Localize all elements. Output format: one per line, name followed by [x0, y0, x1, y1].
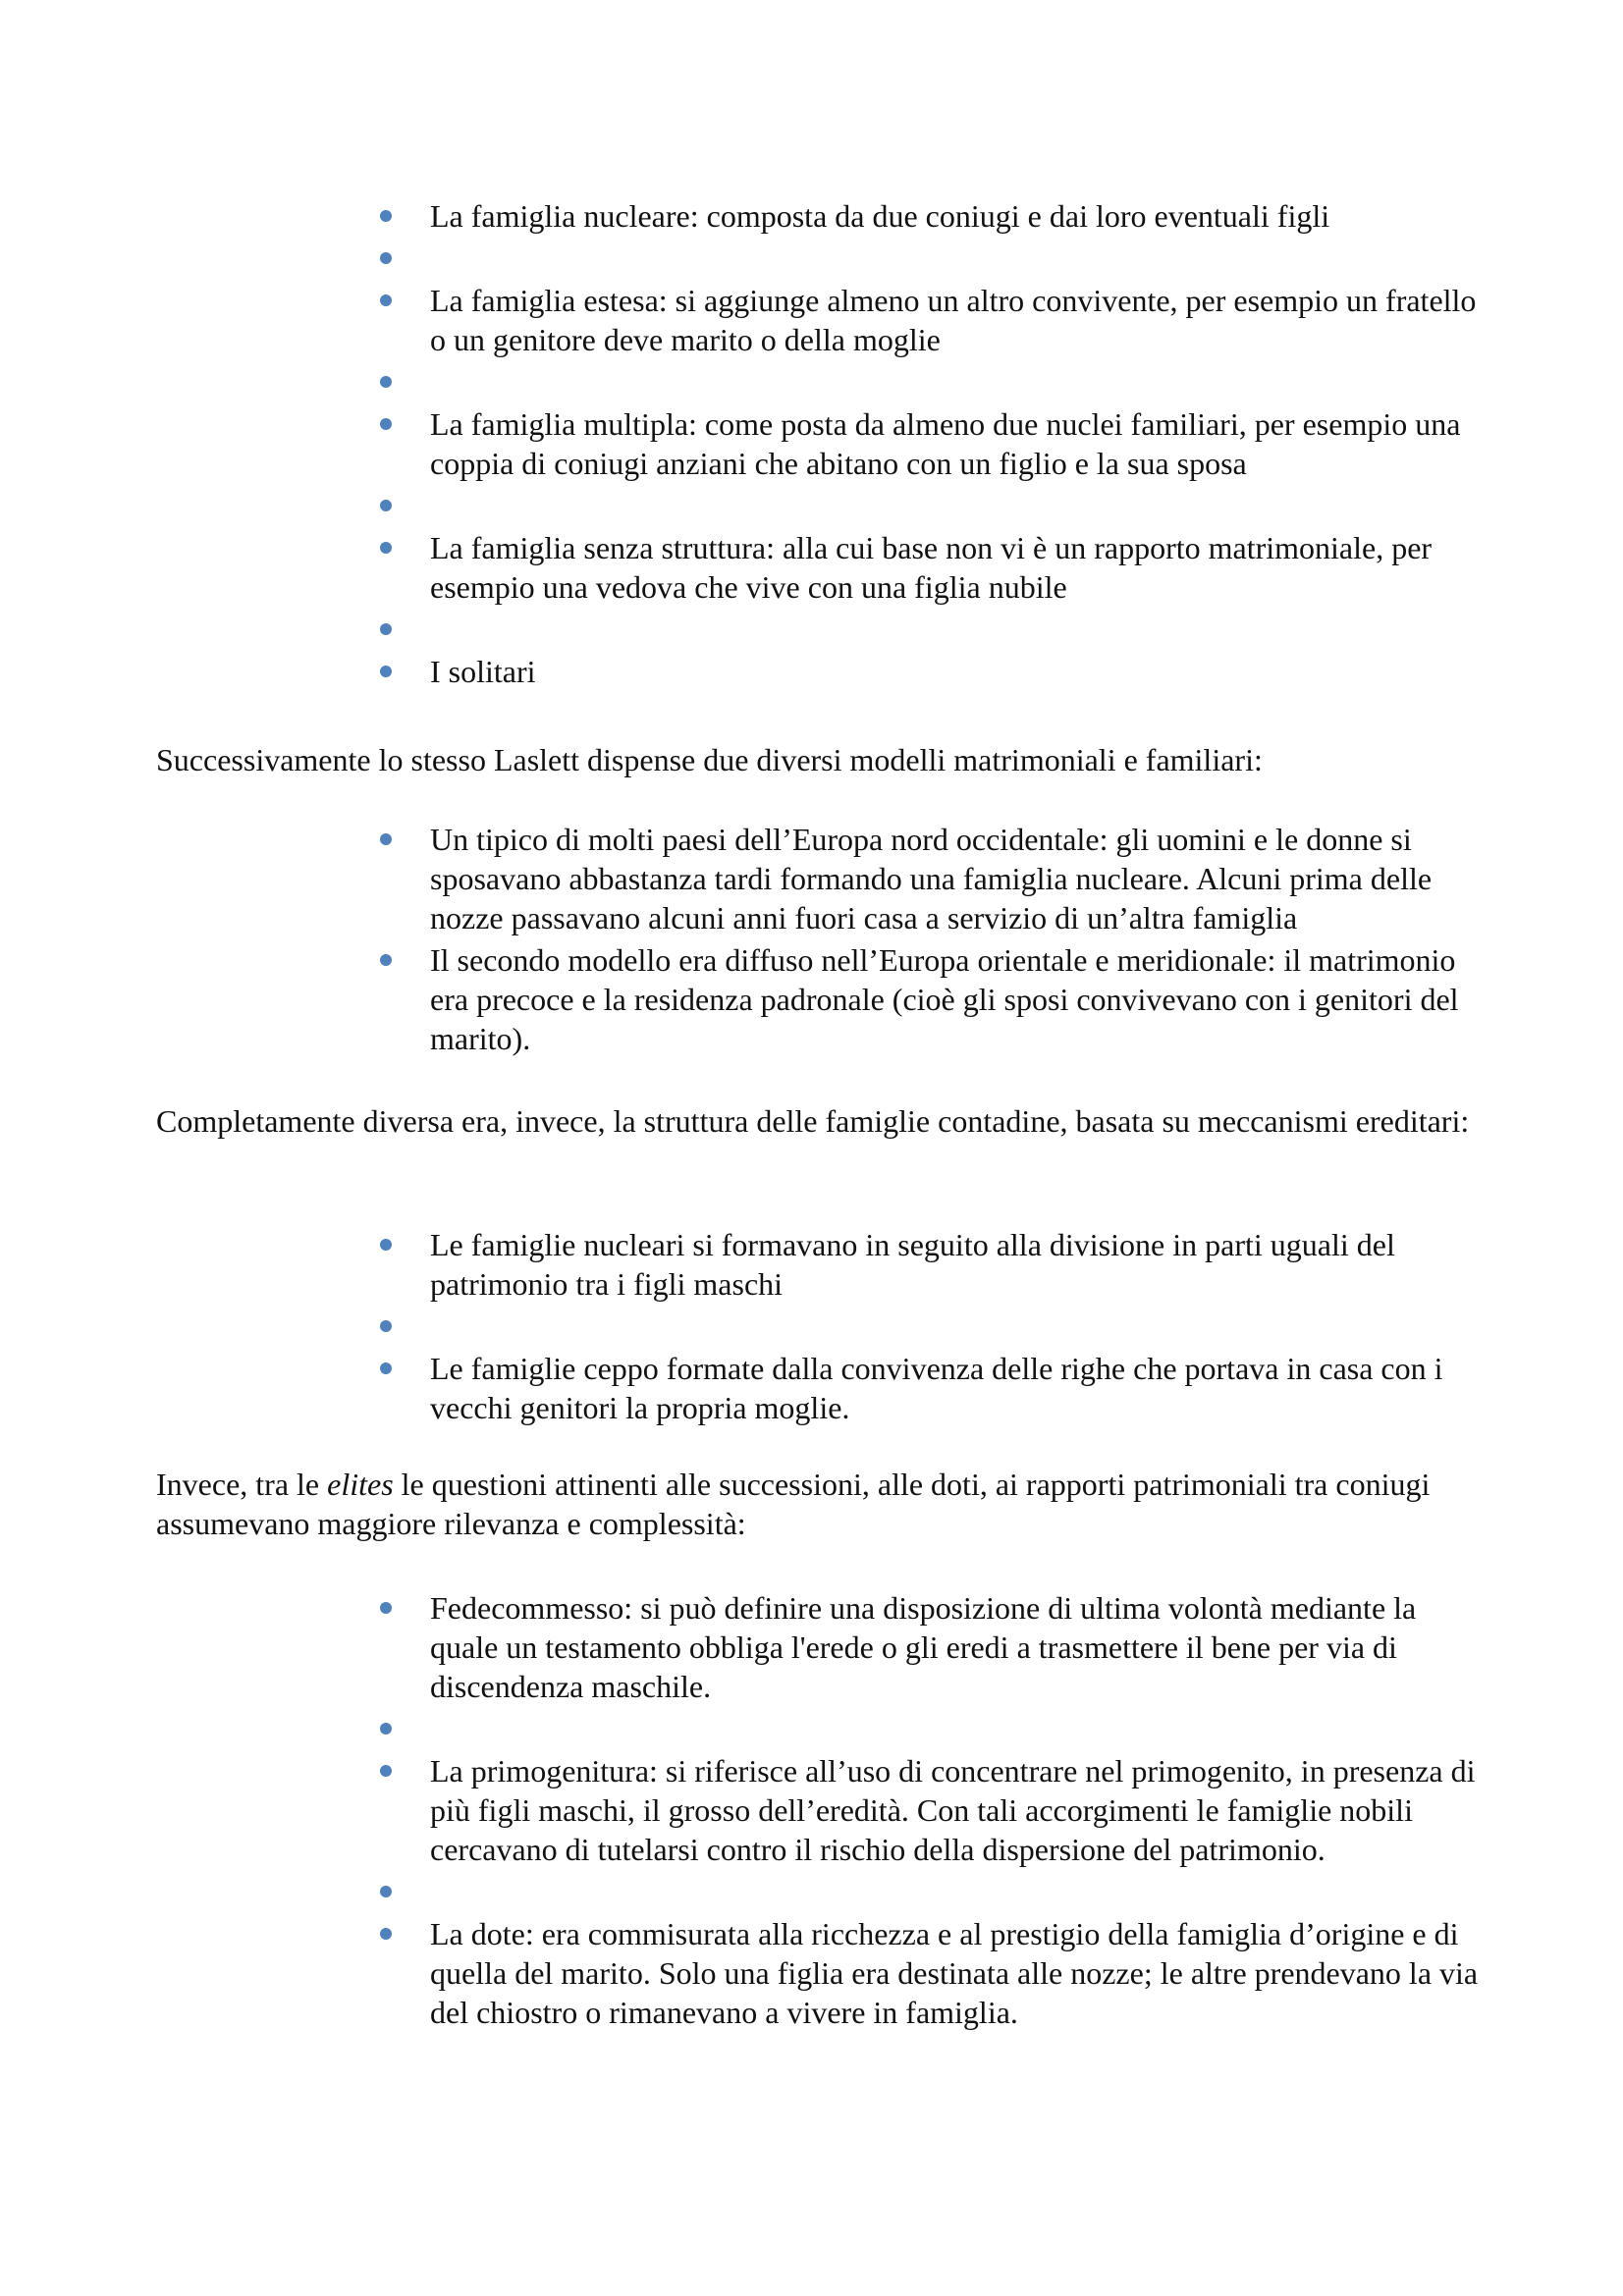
- bullet-icon: [380, 500, 392, 511]
- bullet-icon: [380, 1723, 392, 1735]
- bullet-icon: [380, 418, 392, 430]
- bullet-icon: [380, 623, 392, 635]
- bullet-icon: [380, 1602, 392, 1614]
- list-item-text: Le famiglie ceppo formate dalla convivenza delle righe che portava in casa con i vecchi genitori la propria moglie.: [430, 1351, 1443, 1425]
- elites-text-after: le questioni attinenti alle successioni, alle doti, ai rapporti patrimoniali tra coniugi assumevano maggiore rilevanza e complessità:: [156, 1467, 1431, 1541]
- list-item-text: La famiglia estesa: si aggiunge almeno un altro convivente, per esempio un fratello o un genitore deve marito o della moglie: [430, 283, 1477, 357]
- list-item-text: La famiglia multipla: come posta da almeno due nuclei familiari, per esempio una coppia di coniugi anziani che abitano con un figlio e la sua sposa: [430, 406, 1461, 481]
- bullet-icon: [380, 294, 392, 306]
- bullet-icon: [380, 1362, 392, 1374]
- list-item: [0, 1751, 1490, 1869]
- list-item-text: Le famiglie nucleari si formavano in seguito alla divisione in parti uguali del patrimonio tra i figli maschi: [430, 1227, 1395, 1302]
- elites-text-before: Invece, tra le: [156, 1467, 328, 1502]
- list-item: [0, 1872, 1490, 1911]
- marriage-models-list: [0, 820, 1623, 1061]
- list-item: [0, 820, 1490, 937]
- list-item: [0, 1588, 1490, 1706]
- list-item-text: La primogenitura: si riferisce all’uso di concentrare nel primogenito, in presenza di più figli maschi, il grosso dell’eredità. Con tali accorgimenti le famiglie nobili cercavano di tutelarsi contro il rischio della dispersione del patrimonio.: [430, 1753, 1476, 1867]
- list-item: [0, 1709, 1490, 1748]
- list-item: [0, 1307, 1490, 1346]
- list-item-text: Un tipico di molti paesi dell’Europa nord occidentale: gli uomini e le donne si sposavano abbastanza tardi formando una famiglia nucleare. Alcuni prima delle nozze passavano alcuni anni fuori casa a servizio di un’altra famiglia: [430, 822, 1433, 935]
- bullet-icon: [380, 666, 392, 677]
- list-item: [0, 1914, 1490, 2032]
- family-types-list: [0, 196, 1623, 694]
- bullet-icon: [380, 376, 392, 388]
- list-item: [0, 652, 1490, 691]
- bullet-icon: [380, 1928, 392, 1940]
- bullet-icon: [380, 1886, 392, 1897]
- bullet-icon: [380, 252, 392, 264]
- list-item: [0, 281, 1490, 359]
- list-item-text: La famiglia nucleare: composta da due coniugi e dai loro eventuali figli: [430, 198, 1330, 234]
- list-item-text: Il secondo modello era diffuso nell’Europa orientale e meridionale: il matrimonio era precoce e la residenza padronale (cioè gli sposi convivevano con i genitori del marito).: [430, 942, 1459, 1056]
- list-item-text: La famiglia senza struttura: alla cui base non vi è un rapporto matrimoniale, per esempio una vedova che vive con una figlia nubile: [430, 530, 1433, 605]
- paragraph-peasant-families: Completamente diversa era, invece, la struttura delle famiglie contadine, basata su meccanismi ereditari:: [156, 1103, 1470, 1139]
- peasant-families-list: [0, 1225, 1623, 1430]
- bullet-icon: [380, 954, 392, 966]
- list-item: [0, 528, 1490, 607]
- list-item: [0, 404, 1490, 483]
- list-item: [0, 940, 1490, 1058]
- bullet-icon: [380, 1765, 392, 1777]
- bullet-icon: [380, 542, 392, 554]
- list-item: [0, 610, 1490, 649]
- elites-italic-word: elites: [327, 1467, 394, 1502]
- bullet-icon: [380, 1239, 392, 1251]
- list-item-text: La dote: era commisurata alla ricchezza e al prestigio della famiglia d’origine e di quella del marito. Solo una figlia era destinata alle nozze; le altre prendevano la via del chiostro o rimanevano a vivere in famiglia.: [430, 1916, 1479, 2030]
- paragraph-elites: [156, 1465, 1472, 1543]
- list-item: [0, 239, 1490, 278]
- bullet-icon: [380, 833, 392, 845]
- list-item: [0, 486, 1490, 525]
- list-item-text: Fedecommesso: si può definire una disposizione di ultima volontà mediante la quale un testamento obbliga l'erede o gli eredi a trasmettere il bene per via di discendenza maschile.: [430, 1590, 1417, 1704]
- list-item: [0, 1349, 1490, 1427]
- bullet-icon: [380, 210, 392, 222]
- inheritance-list: [0, 1588, 1623, 2035]
- list-item-text: I solitari: [430, 654, 536, 689]
- list-item: [0, 196, 1490, 236]
- bullet-icon: [380, 1320, 392, 1332]
- paragraph-laslett: Successivamente lo stesso Laslett dispense due diversi modelli matrimoniali e familiari:: [156, 742, 1263, 777]
- list-item: [0, 362, 1490, 401]
- list-item: [0, 1225, 1490, 1304]
